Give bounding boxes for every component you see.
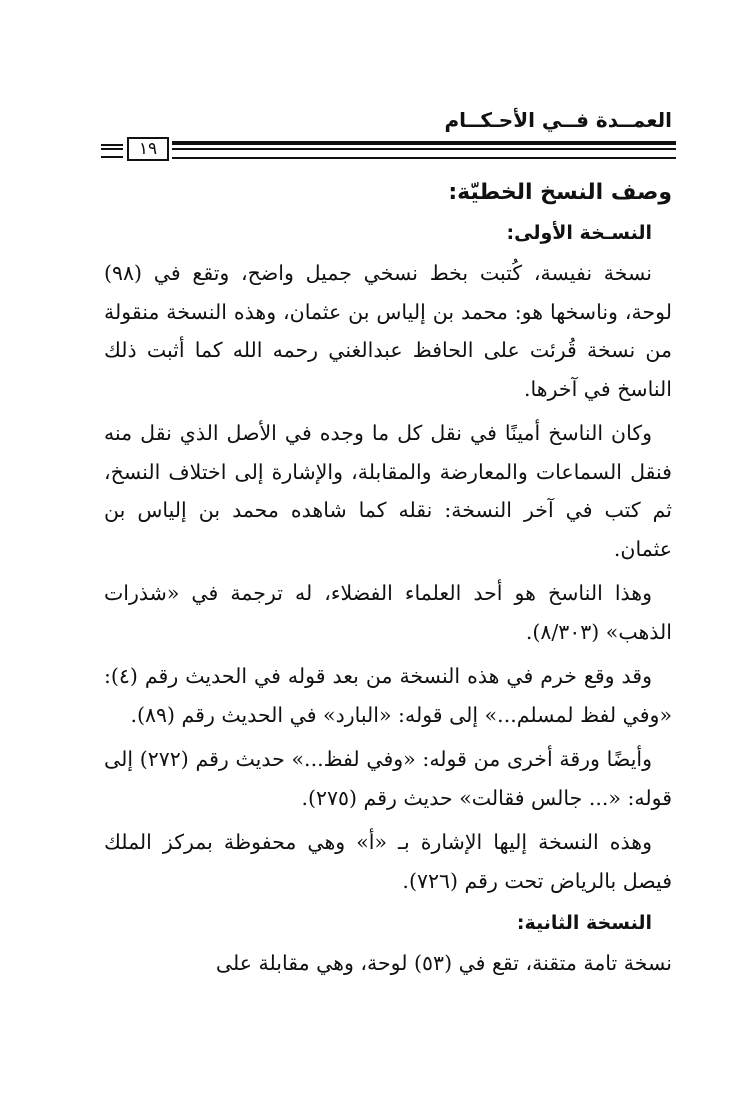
paragraph: وهذه النسخة إليها الإشارة بـ «أ» وهي محفوظة بمركز الملك فيصل بالرياض تحت رقم (٧٢٦). xyxy=(104,830,672,893)
paragraph: نسخة تامة متقنة، تقع في (٥٣) لوحة، وهي مقابلة على xyxy=(215,951,672,975)
copy2-heading: النسخة الثانية: xyxy=(516,912,652,934)
paragraph: وهذا الناسخ هو أحد العلماء الفضلاء، له ترجمة في «شذرات الذهب» (٨/٣٠٣). xyxy=(104,581,672,644)
copy1-heading: النسـخة الأولى: xyxy=(506,222,652,244)
paragraph: وقد وقع خرم في هذه النسخة من بعد قوله في الحديث رقم (٤): «وفي لفظ لمسلم...» إلى قوله: «البارد» في الحديث رقم (٨٩). xyxy=(104,664,672,727)
page-number: ١٩ xyxy=(127,137,169,161)
section-heading: وصف النسخ الخطيّة: xyxy=(448,180,672,205)
page-body xyxy=(104,174,672,989)
header-rule-left xyxy=(101,144,123,158)
paragraph: وأيضًا ورقة أخرى من قوله: «وفي لفظ...» حديث رقم (٢٧٢) إلى قوله: «... جالس فقالت» حديث رقم (٢٧٥). xyxy=(104,747,672,810)
paragraph: نسخة نفيسة، كُتبت بخط نسخي جميل واضح، وتقع في (٩٨) لوحة، وناسخها هو: محمد بن إلياس بن عثمان، وهذه النسخة منقولة من نسخة قُرئت على الحافظ عبدالغني رحمه الله كما أثبت ذلك الناسخ في آخرها. xyxy=(104,261,672,401)
paragraph: وكان الناسخ أمينًا في نقل كل ما وجده في الأصل الذي نقل منه فنقل السماعات والمعارضة والمقابلة، والإشارة إلى اختلاف النسخ، ثم كتب في آخر النسخة: نقله كما شاهده محمد بن إلياس بن عثمان. xyxy=(104,421,672,561)
header-rule xyxy=(172,141,676,159)
running-header-title: العمــدة فــي الأحـكــام xyxy=(444,108,672,132)
